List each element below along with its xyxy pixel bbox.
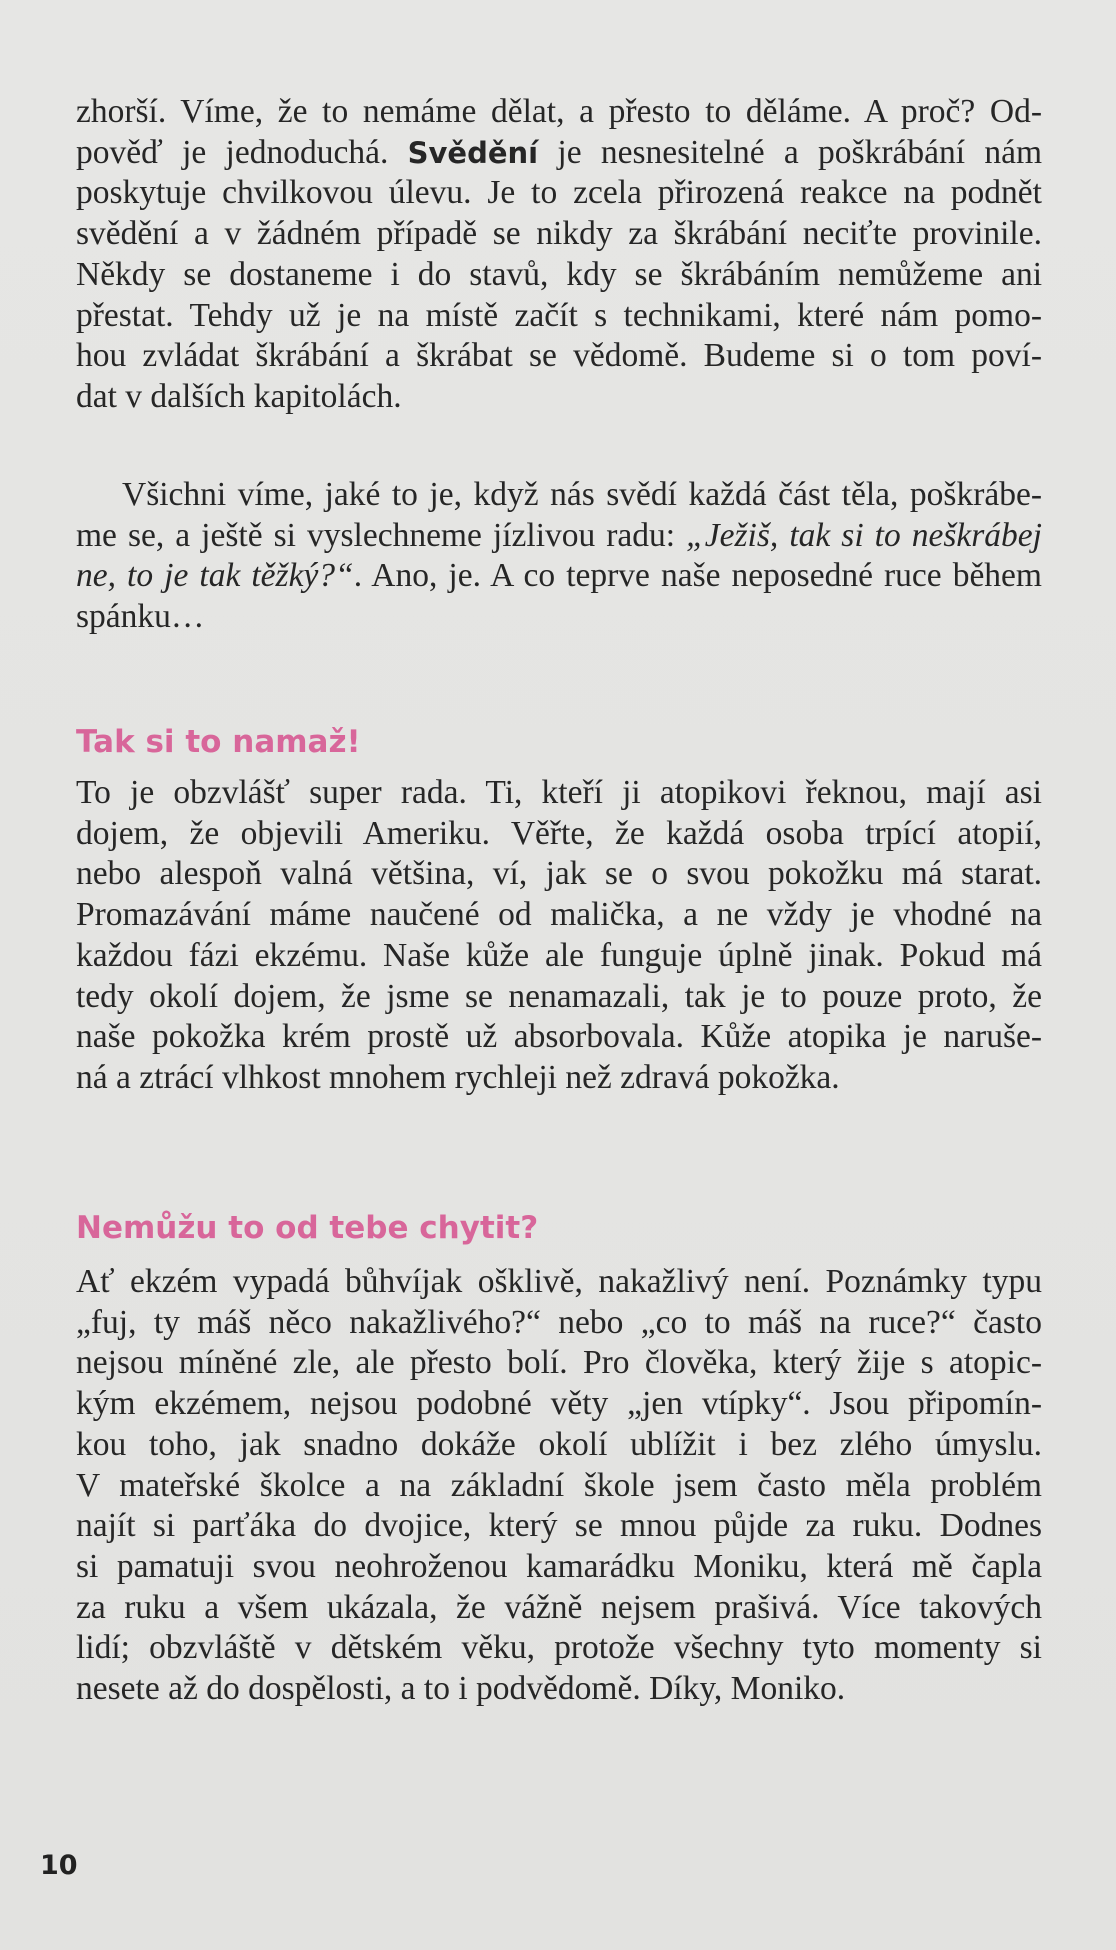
text-line: „fuj, ty máš něco nakažlivého?“ nebo „co to máš na ruce?“ často xyxy=(76,1303,1042,1341)
text-line: To je obzvlášť super rada. Ti, kteří ji atopikovi řeknou, mají asi xyxy=(76,774,1042,811)
text-line: lidí; obzvláště v dětském věku, protože všechny tyto momenty si xyxy=(76,1629,1042,1667)
text-line: hou zvládat škrábání a škrábat se vědomě. Budeme si o tom poví- xyxy=(76,337,1042,375)
text-line: Ať ekzém vypadá bůhvíjak ošklivě, nakažlivý není. Poznámky typu xyxy=(76,1263,1042,1300)
section-heading: Nemůžu to od tebe chytit? xyxy=(76,1210,539,1246)
text-line: svědění a v žádném případě se nikdy za škrábání neciťte provinile. xyxy=(76,215,1042,253)
text-line: ná a ztrácí vlhkost mnohem rychleji než zdravá pokožka. xyxy=(76,1058,840,1096)
section-body xyxy=(76,1262,1042,1710)
text-line: Někdy se dostaneme i do stavů, kdy se škrábáním nemůžeme ani xyxy=(76,255,1042,293)
text-line: za ruku a všem ukázala, že vážně nejsem prašivá. Více takových xyxy=(76,1588,1042,1626)
quoted-remark: „Ježiš, tak si to neškrábej xyxy=(686,516,1042,554)
text-line: každou fázi ekzému. Naše kůže ale funguje úplně jinak. Pokud má xyxy=(76,936,1042,974)
text-line: si pamatuji svou neohroženou kamarádku Moniku, která mě čapla xyxy=(76,1547,1042,1585)
text-line: najít si parťáka do dvojice, který se mnou půjde za ruku. Dodnes xyxy=(76,1507,1042,1545)
section-body xyxy=(76,773,1042,1099)
text-line: pověď je jednoduchá. Svědění je nesnesitelné a poškrábání nám xyxy=(76,133,1042,171)
quoted-remark: ne, to je tak těžký?“ xyxy=(76,557,354,595)
section-heading: Tak si to namaž! xyxy=(76,724,361,760)
bold-term: Svědění xyxy=(407,135,539,170)
text-line: přestat. Tehdy už je na místě začít s technikami, které nám pomo- xyxy=(76,296,1042,334)
text-line: nesete až do dospělosti, a to i podvědomě. Díky, Moniko. xyxy=(76,1670,846,1708)
text-line: Všichni víme, jaké to je, když nás svědí každá část těla, poškrábe- xyxy=(122,476,1042,513)
text-line: V mateřské školce a na základní škole jsem často měla problém xyxy=(76,1466,1042,1504)
text-line: tedy okolí dojem, že jsme se nenamazali, tak je to pouze proto, že xyxy=(76,977,1042,1015)
page-number: 10 xyxy=(40,1850,78,1881)
second-paragraph xyxy=(76,475,1042,638)
text-line: kým ekzémem, nejsou podobné věty „jen vtípky“. Jsou připomín- xyxy=(76,1385,1042,1423)
text-line: nebo alespoň valná většina, ví, jak se o svou pokožku má starat. xyxy=(76,855,1042,893)
text-line: zhorší. Víme, že to nemáme dělat, a přesto to děláme. A proč? Od- xyxy=(76,93,1042,130)
text-line: ne, to je tak těžký?“. Ano, je. A co teprve naše neposedné ruce během xyxy=(76,557,1042,595)
text-line: dojem, že objevili Ameriku. Věřte, že každá osoba trpící atopií, xyxy=(76,814,1042,852)
text-line: Promazávání máme naučené od malička, a ne vždy je vhodné na xyxy=(76,896,1042,934)
text-line: me se, a ještě si vyslechneme jízlivou radu: „Ježiš, tak si to neškrábej xyxy=(76,516,1042,554)
intro-paragraph xyxy=(76,92,1042,418)
text-line: dat v dalších kapitolách. xyxy=(76,377,402,415)
text-line: naše pokožka krém prostě už absorbovala. Kůže atopika je naruše- xyxy=(76,1018,1042,1056)
text-line: nejsou míněné zle, ale přesto bolí. Pro člověka, který žije s atopic- xyxy=(76,1344,1042,1382)
text-line: spánku… xyxy=(76,598,205,636)
text-line: poskytuje chvilkovou úlevu. Je to zcela přirozená reakce na podnět xyxy=(76,174,1042,212)
text-line: kou toho, jak snadno dokáže okolí ublížit i bez zlého úmyslu. xyxy=(76,1425,1042,1463)
